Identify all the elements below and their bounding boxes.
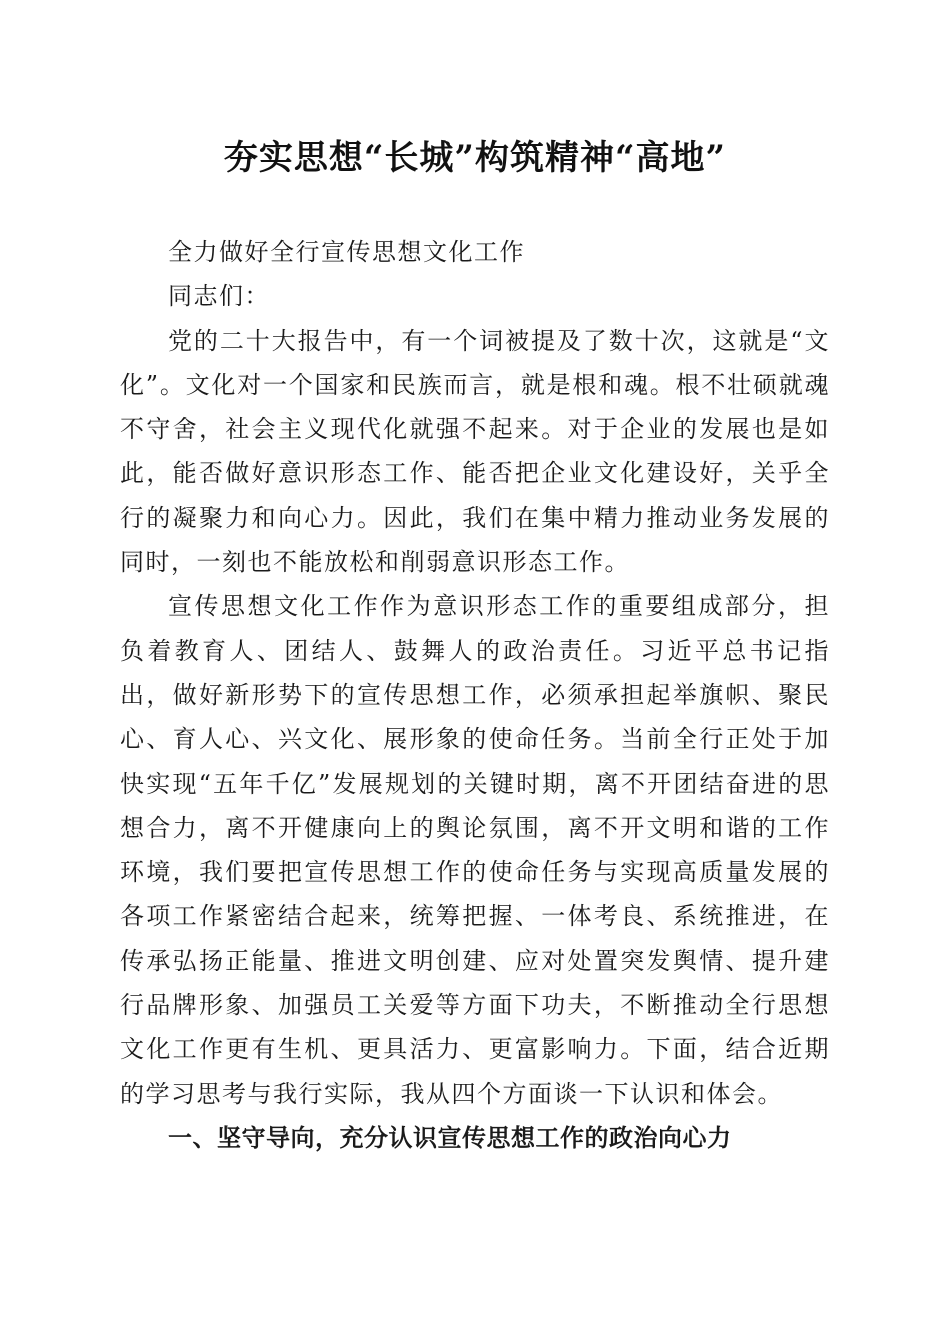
paragraph-2: 宣传思想文化工作作为意识形态工作的重要组成部分，担负着教育人、团结人、鼓舞人的政治责任。习近平总书记指出，做好新形势下的宣传思想工作，必须承担起举旗帜、聚民心、育人心、兴文化、展形象的使命任务。当前全行正处于加快实现“五年千亿”发展规划的关键时期，离不开团结奋进的思想合力，离不开健康向上的舆论氛围，离不开文明和谐的工作环境，我们要把宣传思想工作的使命任务与实现高质量发展的各项工作紧密结合起来，统筹把握、一体考良、系统推进，在传承弘扬正能量、推进文明创建、应对处置突发舆情、提升建行品牌形象、加强员工关爱等方面下功夫，不断推动全行思想文化工作更有生机、更具活力、更富影响力。下面，结合近期的学习思考与我行实际，我从四个方面谈一下认识和体会。 xyxy=(120,592,830,1108)
paragraph-1: 党的二十大报告中，有一个词被提及了数十次，这就是“文化”。文化对一个国家和民族而言，就是根和魂。根不壮硕就魂不守舍，社会主义现代化就强不起来。对于企业的发展也是如此，能否做好意识形态工作、能否把企业文化建设好，关乎全行的凝聚力和向心力。因此，我们在集中精力推动业务发展的同时，一刻也不能放松和削弱意识形态工作。 xyxy=(120,326,830,577)
section-heading: 一、坚守导向，充分认识宣传思想工作的政治向心力 xyxy=(168,1123,732,1152)
document-subtitle: 全力做好全行宣传思想文化工作 xyxy=(168,238,525,266)
salutation: 同志们： xyxy=(168,282,270,311)
document-title: 夯实思想“长城”构筑精神“高地” xyxy=(223,138,727,178)
document-body xyxy=(120,230,830,1160)
